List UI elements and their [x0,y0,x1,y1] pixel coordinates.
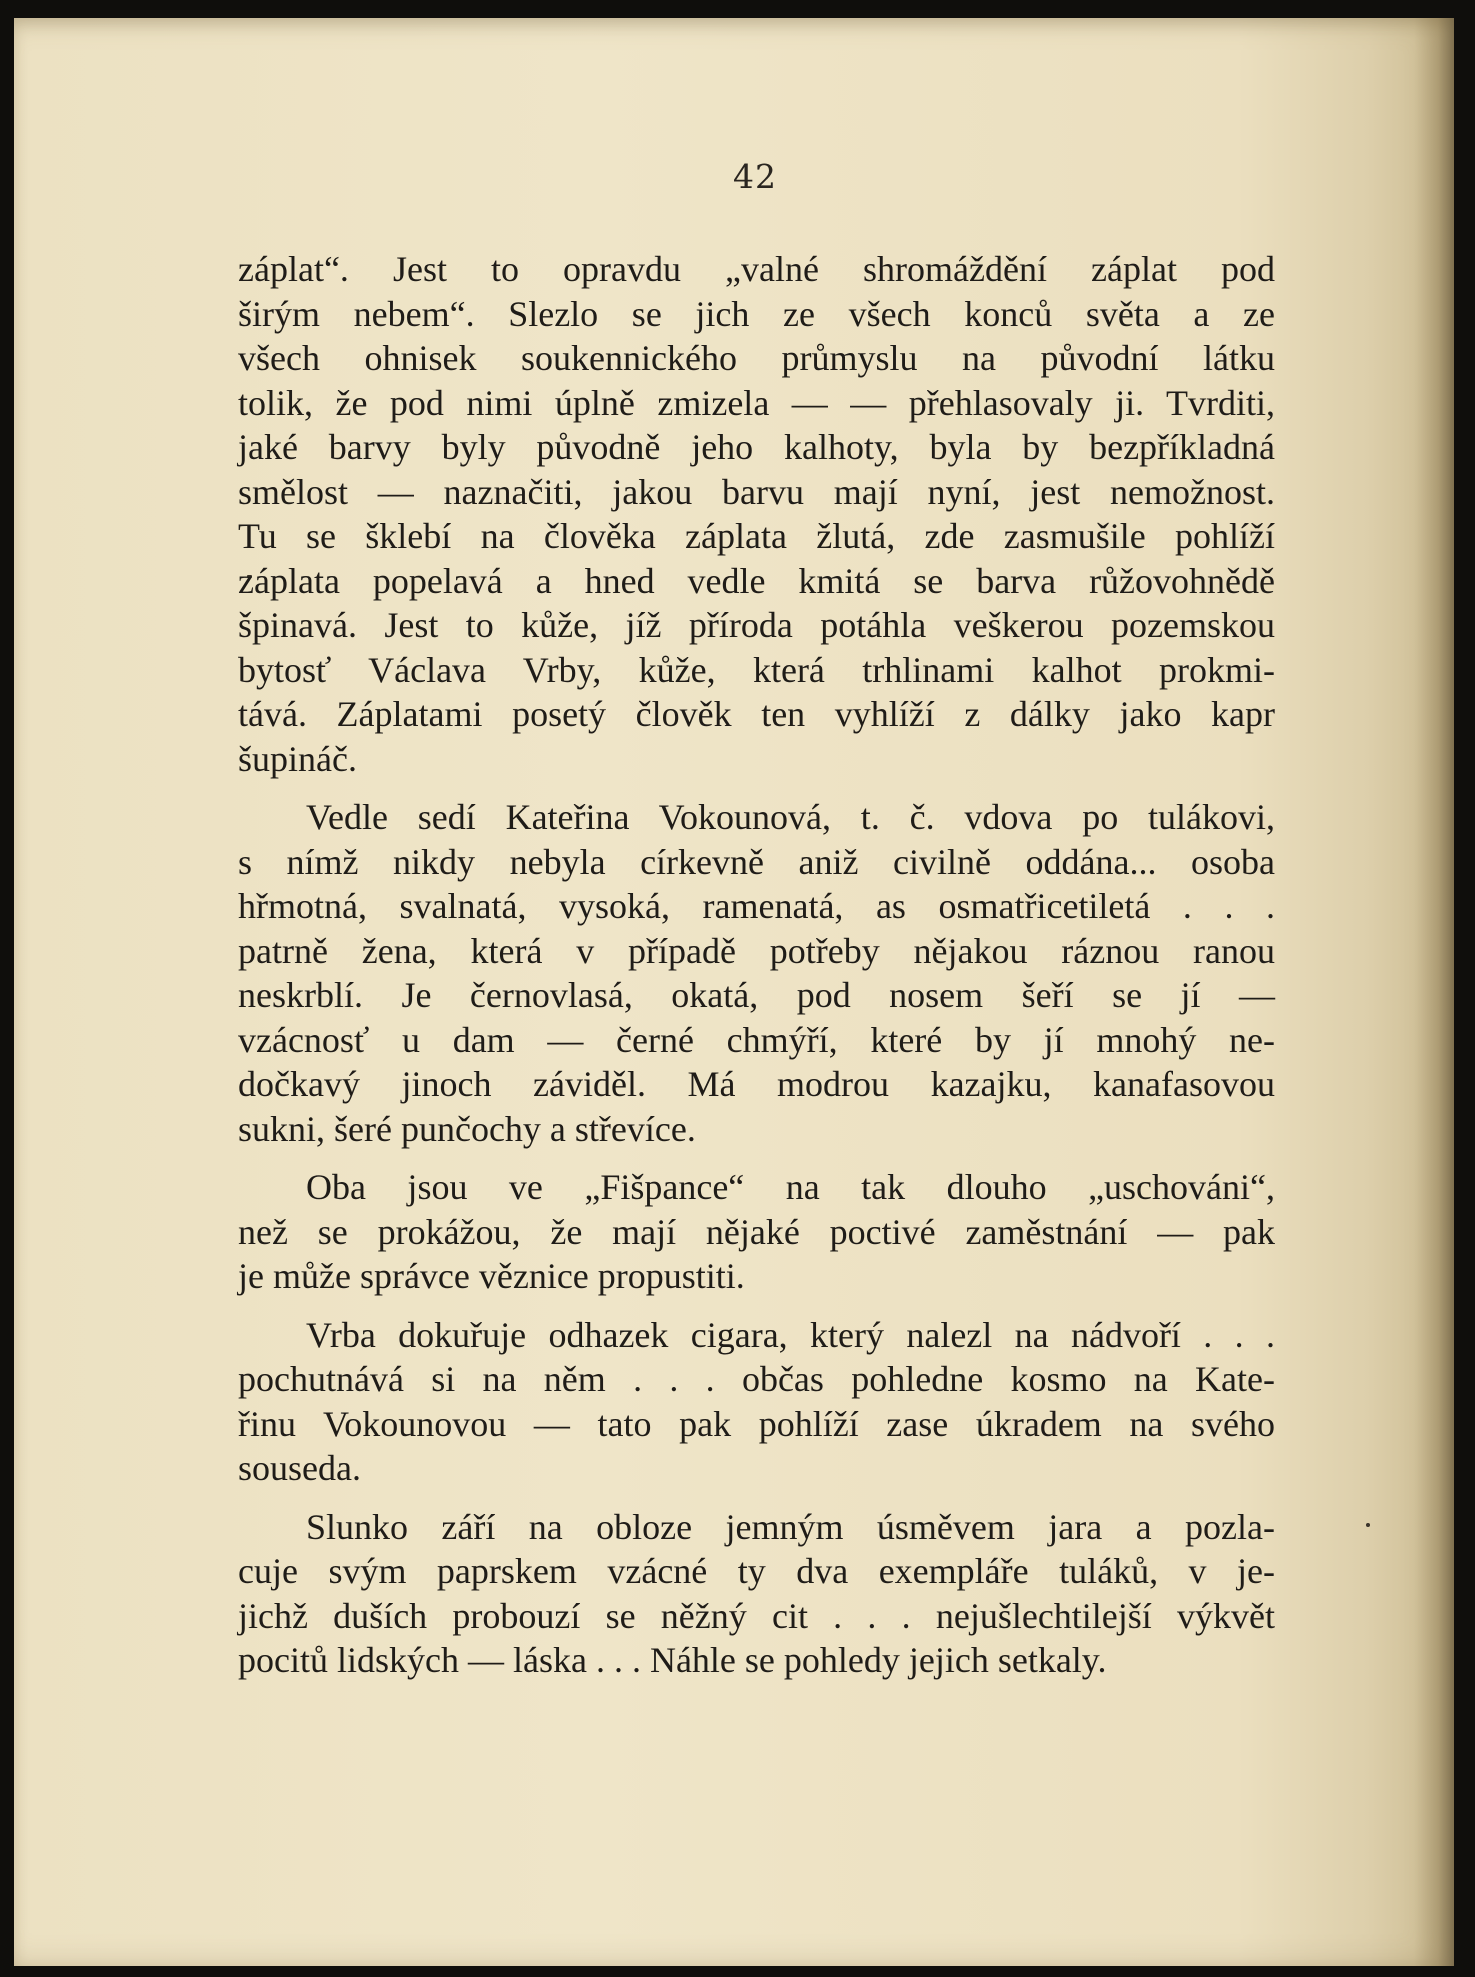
text-line: je může správce věznice propustiti. [238,1256,745,1296]
text-line: než se prokážou, že mají nějaké poctivé zaměstnání — pak [238,1211,1275,1252]
text-line: Tu se šklebí na člověka záplata žlutá, zde zasmušile pohlíží [238,516,1275,556]
text-line: záplata popelavá a hned vedle kmitá se barva růžovohnědě [238,560,1275,601]
text-line: Slunko září na obloze jemným úsměvem jara a pozla- [306,1506,1275,1547]
text-line: pocitů lidských — láska . . . Náhle se pohledy jejich setkaly. [238,1640,1107,1680]
text-line: širým nebem“. Slezlo se jich ze všech konců světa a ze [238,293,1275,334]
text-line: jaké barvy byly původně jeho kalhoty, byla by bezpříkladná [238,427,1275,467]
text-line: cuje svým paprskem vzácné ty dva exempláře tuláků, v je- [238,1551,1275,1591]
text-line: neskrblí. Je černovlasá, okatá, pod nosem šeří se jí — [238,975,1275,1015]
spine-shadow [1414,18,1454,1966]
paragraph [238,1165,1275,1299]
text-line: sukni, šeré punčochy a střevíce. [238,1108,696,1149]
page-number: 42 [733,157,777,196]
text-line: hřmotná, svalnatá, vysoká, ramenatá, as osmatřicetiletá . . . [238,886,1275,926]
text-line: smělost — naznačiti, jakou barvu mají nyní, jest nemožnost. [238,471,1275,512]
body-text [238,247,1275,1697]
paragraph [238,247,1275,781]
text-line: špinavá. Jest to kůže, jíž příroda potáhla veškerou pozemskou [238,605,1275,645]
text-line: dočkavý jinoch záviděl. Má modrou kazajku, kanafasovou [238,1064,1275,1104]
paragraph [238,1505,1275,1683]
text-line: s nímž nikdy nebyla církevně aniž civilně oddána... osoba [238,841,1275,882]
text-line: Vrba dokuřuje odhazek cigara, který nalezl na nádvoří . . . [306,1314,1275,1355]
speck-mark [1366,1523,1370,1527]
text-line: Oba jsou ve „Fišpance“ na tak dlouho „uschováni“, [306,1167,1275,1207]
text-line: šupináč. [238,738,357,779]
text-line: pochutnává si na něm . . . občas pohledne kosmo na Kate- [238,1359,1275,1399]
text-line: tává. Záplatami posetý člověk ten vyhlíží z dálky jako kapr [238,694,1275,734]
text-line: všech ohnisek soukennického průmyslu na původní látku [238,338,1275,378]
text-line: tolik, že pod nimi úplně zmizela — — přehlasovaly ji. Tvrditi, [238,382,1275,423]
text-line: souseda. [238,1448,361,1488]
text-line: řinu Vokounovou — tato pak pohlíží zase úkradem na svého [238,1403,1275,1444]
paragraph [238,795,1275,1151]
text-line: bytosť Václava Vrby, kůže, která trhlinami kalhot prokmi- [238,649,1275,690]
text-line: záplat“. Jest to opravdu „valné shromáždění záplat pod [238,249,1275,289]
text-line: jichž duších probouzí se něžný cit . . . nejušlechtilejší výkvět [238,1595,1275,1636]
text-line: Vedle sedí Kateřina Vokounová, t. č. vdova po tulákovi, [306,797,1275,837]
text-line: vzácnosť u dam — černé chmýří, které by jí mnohý ne- [238,1019,1275,1060]
text-line: patrně žena, která v případě potřeby nějakou ráznou ranou [238,930,1275,971]
paragraph [238,1313,1275,1491]
